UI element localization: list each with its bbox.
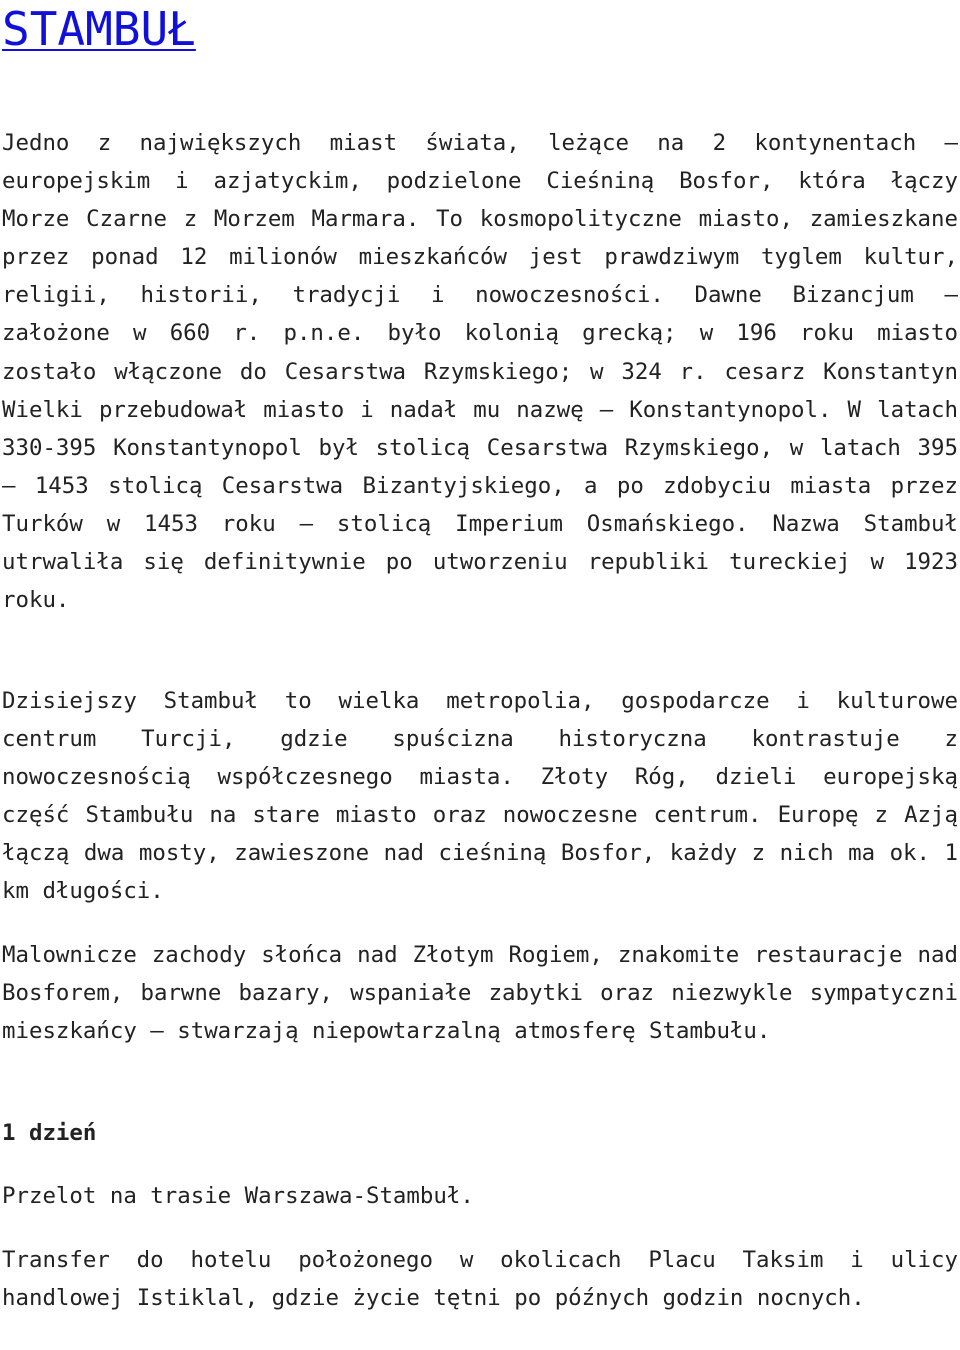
modern-city-paragraph: Dzisiejszy Stambuł to wielka metropolia, gospodarcze i kulturowe centrum Turcji, gdzie spuścizna historyczna kontrastuje z nowoczesnością współczesnego miasta. Złoty Róg, dzieli europejską część Stambułu na stare miasto oraz nowoczesne centrum. Europę z Azją łączą dwa mosty, zawieszone nad cieśniną Bosfor, każdy z nich ma ok. 1 km długości. — [2, 688, 958, 905]
flight-paragraph: Przelot na trasie Warszawa-Stambuł. — [2, 1183, 474, 1209]
day-1-heading: 1 dzień — [2, 1120, 97, 1146]
atmosphere-paragraph: Malownicze zachody słońca nad Złotym Rogiem, znakomite restauracje nad Bosforem, barwne bazary, wspaniałe zabytki oraz niezwykle sympatyczni mieszkańcy – stwarzają niepowtarzalną atmosferę Stambułu. — [2, 942, 958, 1045]
intro-paragraph: Jedno z największych miast świata, leżące na 2 kontynentach – europejskim i azjatyckim, podzielone Cieśniną Bosfor, która łączy Morze Czarne z Morzem Marmara. To kosmopolityczne miasto, zamieszkane przez ponad 12 milionów mieszkańców jest prawdziwym tyglem kultur, religii, historii, tradycji i nowoczesności. Dawne Bizancjum – założone w 660 r. p.n.e. było kolonią grecką; w 196 roku miasto zostało włączone do Cesarstwa Rzymskiego; w 324 r. cesarz Konstantyn Wielki przebudował miasto i nadał mu nazwę – Konstantynopol. W latach 330-395 Konstantynopol był stolicą Cesarstwa Rzymskiego, w latach 395 – 1453 stolicą Cesarstwa Bizantyjskiego, a po zdobyciu miasta przez Turków w 1453 roku – stolicą Imperium Osmańskiego. Nazwa Stambuł utrwaliła się definitywnie po utworzeniu republiki tureckiej w 1923 roku. — [2, 130, 958, 614]
transfer-paragraph: Transfer do hotelu położonego w okolicach Placu Taksim i ulicy handlowej Istiklal, gdzie życie tętni po późnych godzin nocnych. — [2, 1247, 958, 1312]
page-title-link[interactable]: STAMBUŁ — [2, 2, 196, 56]
